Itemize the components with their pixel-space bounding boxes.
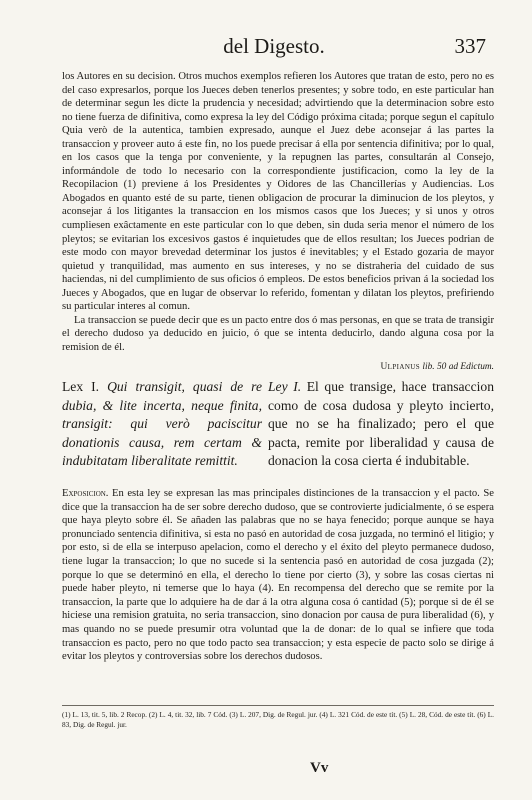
latin-law-number: Lex I. bbox=[62, 379, 100, 394]
latin-law-column bbox=[62, 378, 262, 471]
commentary-paragraph: los Autores en su decision. Otros muchos exemplos refieren los Autores que tratan de esto, pero no es del caso expresarlos, porque los Jueces deben tenerlos presentes; y sobre todo, en este particular han de determinar segun les dicte la prudencia y necesidad; advirtiendo que la determinacion sobre esto no tiene fuerza de difinitiva, como expresa la ley del Código próxima citada; porque segun el capítulo Quia verò de la autentica, tambien expresado, aunque el Juez debe aconsejar á las partes la transaccion y proveer auto á este fin, no los puede precisar á ella por sentencia difinitiva; por lo qual, en los casos que la tenga por conveniente, y la repugnen las partes, consultarán al Consejo, informándole de todo lo necesario con la correspondiente justificacion, como la ley de la Recopilacion (1) previene á los Presidentes y Oidores de las Chancillerías y Audiencias. Los Abogados en quanto esté de su parte, tienen obligacion de procurar la diminucion de los pleytos, y aconsejar á los litigantes la transaccion en los mismos casos que los Jueces; y si unos y otros cumpliesen exâctamente en este particular con lo que deben, sin duda seria menor el número de los pleytos; se evitarian los excesivos gastos é inquietudes que de ellos resultan; los Jueces podrian de este modo con mayor brevedad determinar los justos é inevitables; y el Estado gozaria de mayor quietud y tranquilidad, mas aumento en sus intereses, y no se distraheria del cuidado de sus haciendas, ni del cumplimiento de sus oficios ó empleos. De estos beneficios privan á la sociedad los Jueces y Abogados, que en lugar de observar lo referido, fomentan y dilatan los pleytos, prefiriendo su particular interes al comun. bbox=[62, 71, 494, 313]
running-title: del Digesto. bbox=[223, 34, 325, 58]
signature-mark: Vv bbox=[310, 760, 329, 776]
spanish-law-text: El que transige, hace transaccion como de cosa dudosa y pleyto incierto, que no se ha finalizado; pero el que pacta, remite por liberalidad y causa de donacion la cosa cierta é indubitable. bbox=[268, 379, 494, 469]
definition-paragraph: La transaccion se puede decir que es un pacto entre dos ó mas personas, en que se trata de transigir el derecho dudoso ya deducido en juicio, ó que se intenta deducirlo, dando alguna cosa por la remision de él. bbox=[62, 314, 494, 353]
spanish-law-column bbox=[268, 378, 494, 471]
footnote-divider bbox=[62, 705, 494, 706]
page-number: 337 bbox=[454, 34, 486, 58]
footnotes: (1) L. 13, tit. 5, lib. 2 Recop. (2) L. 4, tit. 32, lib. 7 Cód. (3) L. 207, Dig. de Regul. jur. (4) L. 321 Cód. de este tít. (5) L. 28, Cód. de este tít. (6) L. 83, Dig. de Regul. jur. bbox=[62, 710, 494, 729]
source-reference: lib. 50 ad Edictum. bbox=[422, 362, 494, 372]
latin-law-text: Qui transigit, quasi de re dubia, & lite incerta, neque finita, transigit: qui verò paciscitur donationis causa, rem certam & indubitatam liberalitate remittit. bbox=[62, 379, 262, 469]
exposicion-section bbox=[62, 487, 494, 664]
source-author: Ulpianus bbox=[380, 362, 421, 372]
exposicion-label: Exposicion. bbox=[62, 488, 109, 499]
commentary-text bbox=[62, 70, 494, 354]
exposicion-text: En esta ley se expresan las mas principales distinciones de la transaccion y el pacto. Se dice que la transaccion ha de ser sobre derecho dudoso, que se controvierte judicialmente, ó se espera que haya pleyto sobre él. Se añaden las palabras que no se haya fenecido; porque aunque se haya pronunciado sentencia difinitiva, si esta no pasó en autoridad de cosa juzgada, no terminó el litigio; y por esto, si de ella se interpuso apelacion, como el derecho y el éxito del pleyto permanece dudoso, tiene lugar la transaccion; lo que no sucede si la sentencia pasó en autoridad de cosa juzgada (2); porque lo que se determinó en ella, el derecho lo tiene por cierto (3), y sobre las cosas ciertas ni puede haber pleyto, ni temerse que lo haya (4). En recompensa del derecho que se remite por la transaccion, la parte que lo adquiere ha de dar á la otra alguna cosa ó cantidad (5); porque si de él se hiciese una remision gratuita, no seria transaccion, sino donacion por causa de pura liberalidad (6), y mas quando no se puede presumir otra voluntad que la de donar: de lo qual se infiere que toda transaccion es pacto, pero no que todo pacto sea transaccion; y esta especie de pacto solo se dirige á evitar los pleytos y controversias sobre los derechos dudosos. bbox=[62, 488, 494, 663]
spanish-law-number: Ley I. bbox=[268, 379, 302, 394]
source-citation bbox=[62, 362, 494, 372]
page-header bbox=[62, 34, 486, 62]
